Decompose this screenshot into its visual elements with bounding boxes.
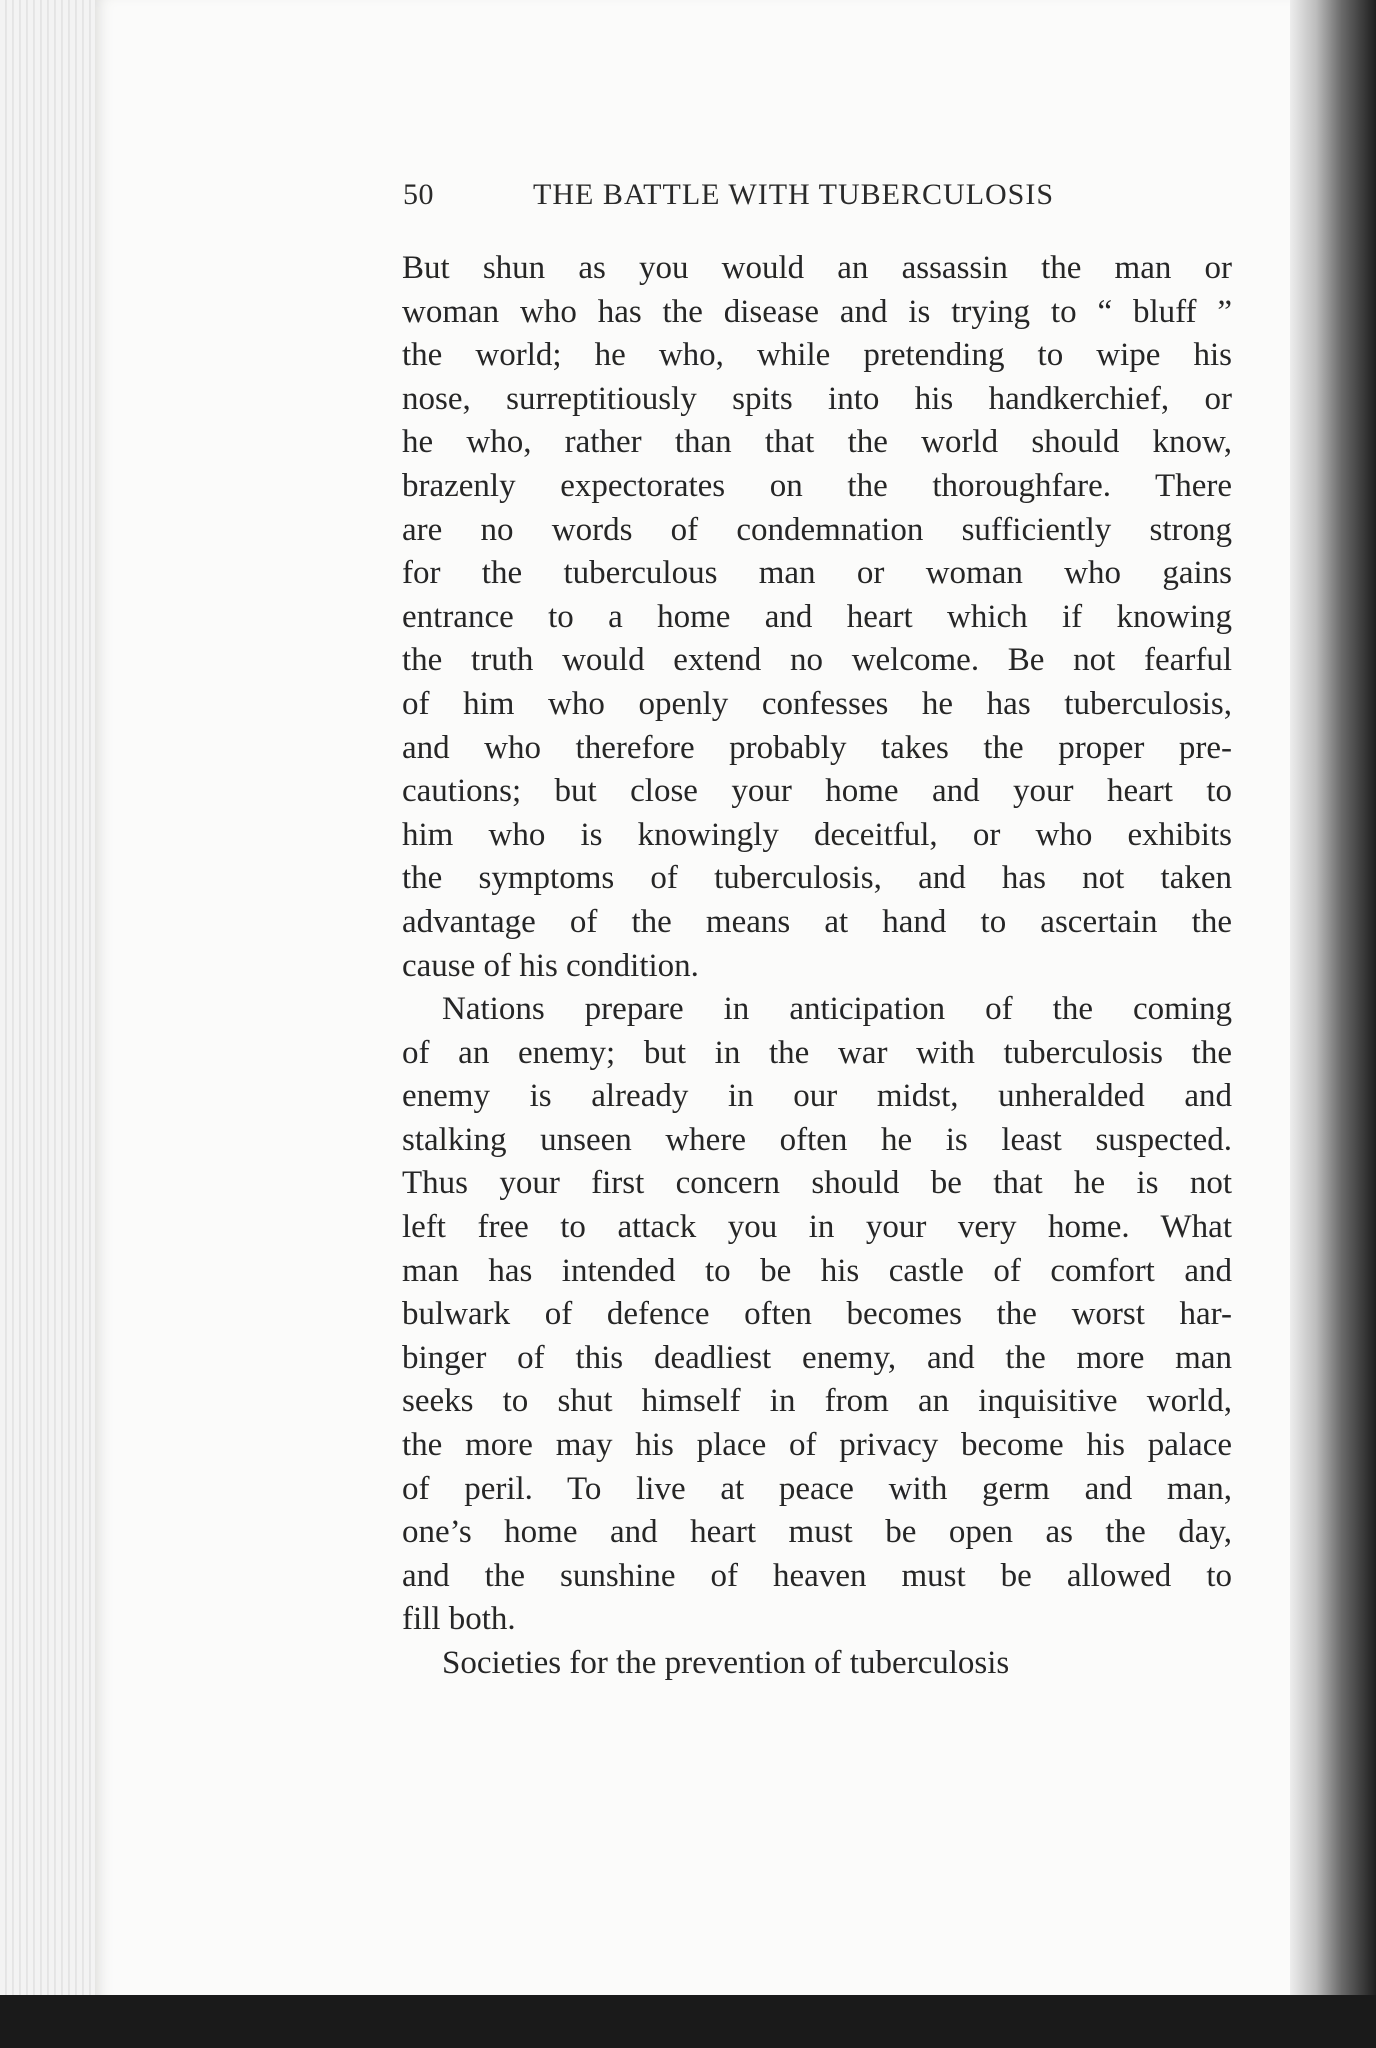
body-text <box>402 247 1232 1686</box>
text-line: nose, surreptitiously spits into his handkerchief, or <box>402 380 1232 417</box>
paragraph <box>402 247 1232 988</box>
text-line: bulwark of defence often becomes the worst har- <box>402 1296 1232 1333</box>
text-line: entrance to a home and heart which if knowing <box>402 598 1232 635</box>
text-line: seeks to shut himself in from an inquisitive world, <box>402 1383 1232 1420</box>
text-line: binger of this deadliest enemy, and the more man <box>402 1339 1232 1376</box>
text-line: he who, rather than that the world should know, <box>402 424 1232 461</box>
text-line: cause of his condition. <box>402 947 699 984</box>
binding-shadow <box>1290 0 1376 2000</box>
running-title: THE BATTLE WITH TUBERCULOSIS <box>533 178 1055 211</box>
text-line: stalking unseen where often he is least suspected. <box>402 1121 1232 1158</box>
text-line: Nations prepare in anticipation of the coming <box>442 991 1232 1028</box>
text-line: advantage of the means at hand to ascertain the <box>402 903 1232 940</box>
text-line: the symptoms of tuberculosis, and has not taken <box>402 860 1232 897</box>
scan-background <box>0 1995 1376 2048</box>
text-line: the truth would extend no welcome. Be not fearful <box>402 642 1232 679</box>
text-line: Societies for the prevention of tuberculosis <box>442 1645 1010 1681</box>
text-line: cautions; but close your home and your heart to <box>402 773 1232 810</box>
text-line: are no words of condemnation sufficiently strong <box>402 511 1232 548</box>
text-line: fill both. <box>402 1601 516 1638</box>
text-line: of an enemy; but in the war with tuberculosis the <box>402 1034 1232 1071</box>
text-line: of peril. To live at peace with germ and man, <box>402 1470 1232 1507</box>
paragraph <box>402 988 1232 1642</box>
text-line: woman who has the disease and is trying to “ bluff ” <box>402 293 1232 330</box>
text-line: and who therefore probably takes the proper pre- <box>402 729 1232 766</box>
paragraph <box>402 1642 1232 1686</box>
text-line: brazenly expectorates on the thoroughfare. There <box>402 467 1232 504</box>
text-line: one’s home and heart must be open as the day, <box>402 1514 1232 1551</box>
text-line: left free to attack you in your very home. What <box>402 1209 1232 1246</box>
running-head <box>403 178 1103 218</box>
text-line: Thus your first concern should be that he is not <box>402 1165 1232 1202</box>
text-line: man has intended to be his castle of comfort and <box>402 1252 1232 1289</box>
text-line: and the sunshine of heaven must be allowed to <box>402 1557 1232 1594</box>
text-line: the world; he who, while pretending to wipe his <box>402 337 1232 374</box>
text-line: the more may his place of privacy become his palace <box>402 1427 1232 1464</box>
text-line: for the tuberculous man or woman who gains <box>402 555 1232 592</box>
text-line: of him who openly confesses he has tuberculosis, <box>402 685 1232 722</box>
text-line: But shun as you would an assassin the man or <box>402 250 1232 286</box>
text-line: enemy is already in our midst, unheralded and <box>402 1078 1232 1115</box>
text-line: him who is knowingly deceitful, or who exhibits <box>402 816 1232 853</box>
page-number: 50 <box>403 178 434 211</box>
